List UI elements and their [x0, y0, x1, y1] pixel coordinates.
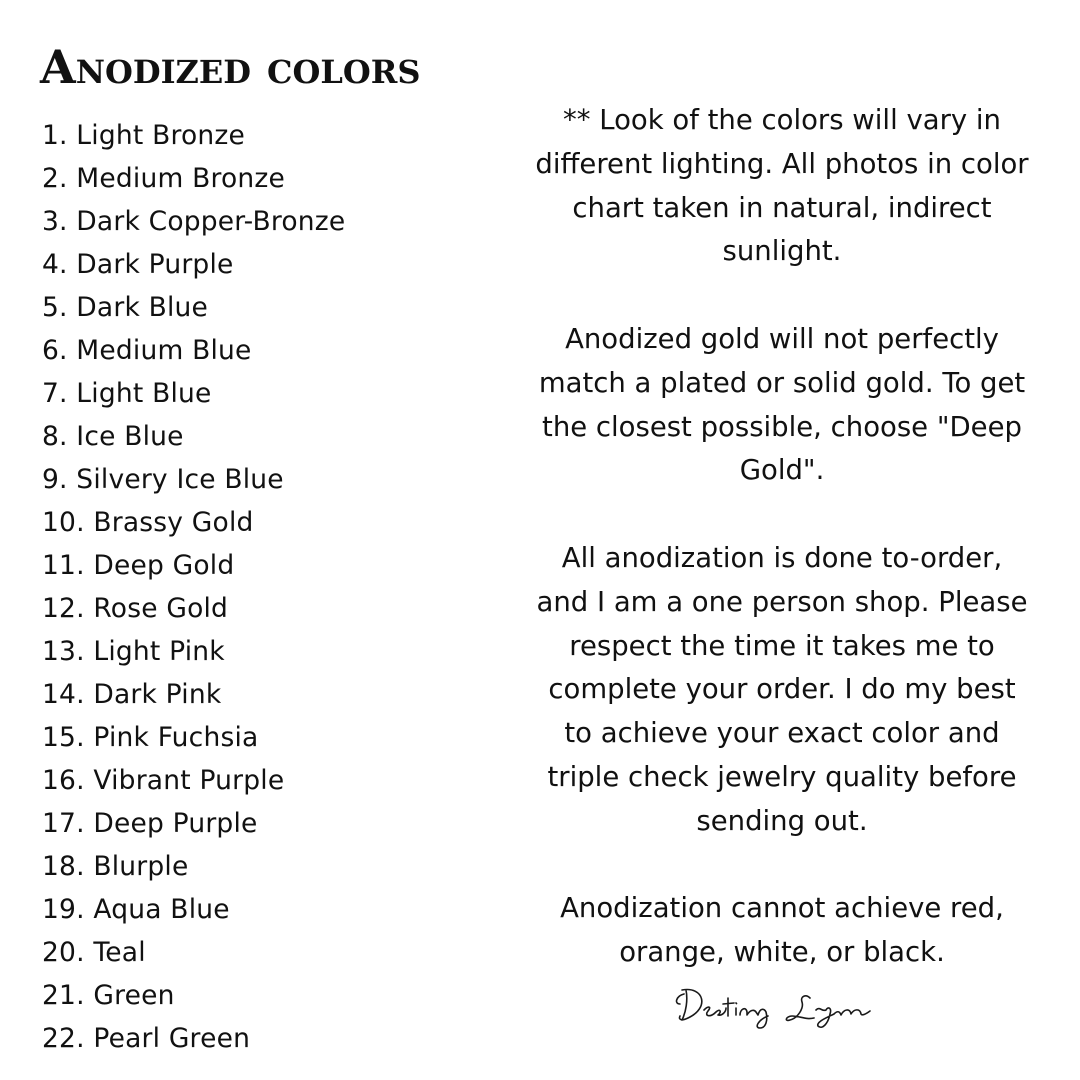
limitations-note: Anodization cannot achieve red, orange, white, or black. [560, 892, 1004, 969]
notes-panel [532, 99, 1032, 975]
signature [670, 976, 930, 1036]
gold-note: Anodized gold will not perfectly match a plated or solid gold. To get the closest possible, choose "Deep Gold". [538, 322, 1026, 487]
color-item: 13. Light Pink [42, 636, 225, 667]
color-item: 20. Teal [42, 937, 146, 968]
color-item: 17. Deep Purple [42, 808, 258, 839]
color-item: 12. Rose Gold [42, 593, 229, 624]
color-item: 1. Light Bronze [42, 120, 245, 151]
color-item: 18. Blurple [42, 851, 189, 882]
color-item: 9. Silvery Ice Blue [42, 464, 284, 495]
color-item: 3. Dark Copper-Bronze [42, 206, 346, 237]
color-item: 10. Brassy Gold [42, 507, 254, 538]
color-item: 22. Pearl Green [42, 1023, 251, 1054]
order-note: All anodization is done to-order, and I am a one person shop. Please respect the time it takes me to complete your order. I do my best to achieve your exact color and triple check jewelry quality before sending out. [536, 541, 1028, 837]
color-item: 11. Deep Gold [42, 550, 235, 581]
color-item: 19. Aqua Blue [42, 894, 230, 925]
color-item: 14. Dark Pink [42, 679, 222, 710]
color-item: 16. Vibrant Purple [42, 765, 285, 796]
color-item: 21. Green [42, 980, 175, 1011]
color-item: 6. Medium Blue [42, 335, 252, 366]
color-item: 5. Dark Blue [42, 292, 209, 323]
color-item: 4. Dark Purple [42, 249, 234, 280]
color-item: 7. Light Blue [42, 378, 212, 409]
color-item: 8. Ice Blue [42, 421, 184, 452]
color-list [42, 114, 345, 1060]
page-title: Anodized colors [40, 40, 421, 94]
color-item: 2. Medium Bronze [42, 163, 286, 194]
color-item: 15. Pink Fuchsia [42, 722, 259, 753]
lighting-note: ** Look of the colors will vary in different lighting. All photos in color chart taken in natural, indirect sunlight. [535, 104, 1029, 268]
